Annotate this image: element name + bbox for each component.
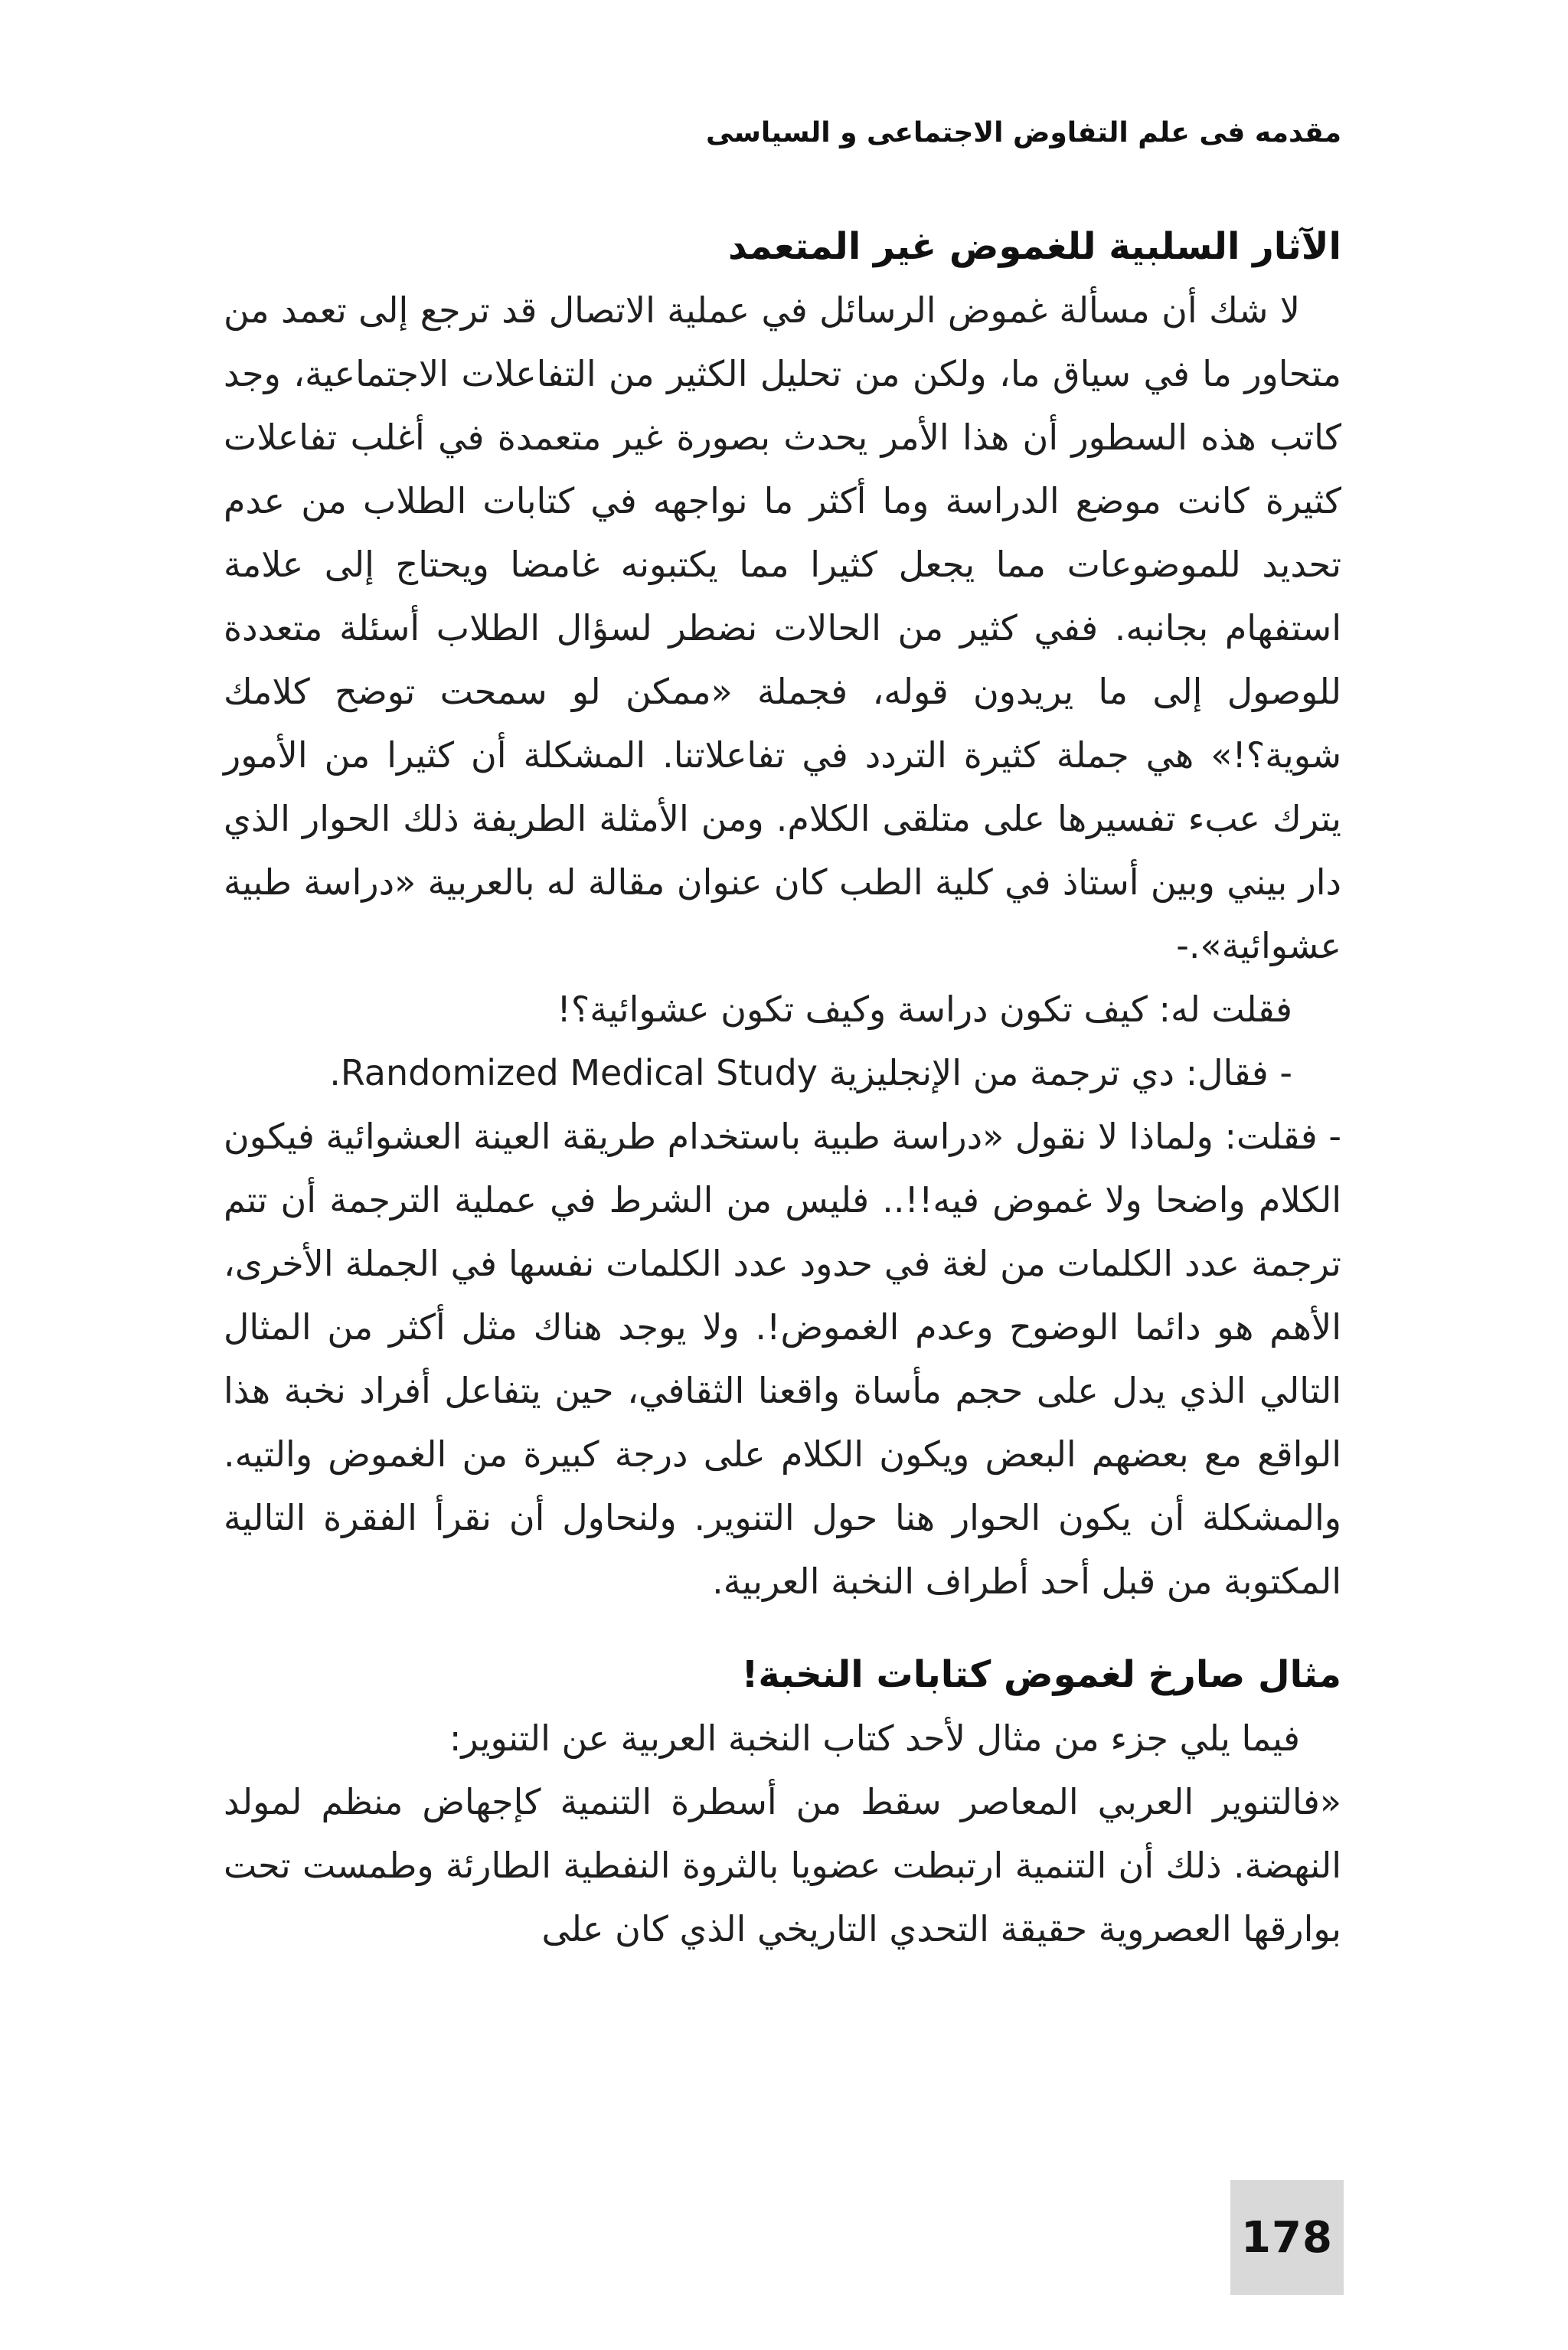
dialogue-line-question: فقلت له: كيف تكون دراسة وكيف تكون عشوائية؟! [557,989,1292,1030]
page-body [224,214,1341,1961]
section-heading-negative-effects: الآثار السلبية للغموض غير المتعمد [728,225,1341,268]
paragraph-translation-clarity: - فقلت: ولماذا لا نقول «دراسة طبية باستخدام طريقة العينة العشوائية فيكون الكلام واضحا ولا غموض فيه!!.. فليس من الشرط في عملية الترجمة أن تتم ترجمة عدد الكلمات من لغة في حدود عدد الكلمات نفسها في الجملة الأخرى، الأهم هو دائما الوضوح وعدم الغموض!. ولا يوجد هناك مثل أكثر من المثال التالي الذي يدل على حجم مأساة واقعنا الثقافي، حين يتفاعل أفراد نخبة هذا الواقع مع بعضهم البعض ويكون الكلام على درجة كبيرة من الغموض والتيه. والمشكلة أن يكون الحوار هنا حول التنوير. ولنحاول أن نقرأ الفقرة التالية المكتوبة من قبل أحد أطراف النخبة العربية. [224,1116,1341,1602]
page-number-box [1230,2180,1344,2295]
dialogue-line-answer: - فقال: دي ترجمة من الإنجليزية Randomized Medical Study. [329,1052,1292,1093]
paragraph-example-intro: فيما يلي جزء من مثال لأحد كتاب النخبة العربية عن التنوير: [449,1718,1300,1759]
page-number: 178 [1241,2212,1333,2263]
section-heading-elite-example: مثال صارخ لغموض كتابات النخبة! [741,1653,1341,1696]
paragraph-ambiguity-discussion: لا شك أن مسألة غموض الرسائل في عملية الاتصال قد ترجع إلى تعمد من متحاور ما في سياق ما، ولكن من تحليل الكثير من التفاعلات الاجتماعية، وجد كاتب هذه السطور أن هذا الأمر يحدث بصورة غير متعمدة في أغلب تفاعلات كثيرة كانت موضع الدراسة وما أكثر ما نواجهه في كتابات الطلاب من عدم تحديد للموضوعات مما يجعل كثيرا مما يكتبونه غامضا ويحتاج إلى علامة استفهام بجانبه. ففي كثير من الحالات نضطر لسؤال الطلاب أسئلة متعددة للوصول إلى ما يريدون قوله، فجملة «ممكن لو سمحت توضح كلامك شوية؟!» هي جملة كثيرة التردد في تفاعلاتنا. المشكلة أن كثيرا من الأمور يترك عبء تفسيرها على متلقى الكلام. ومن الأمثلة الطريفة ذلك الحوار الذي دار بيني وبين أستاذ في كلية الطب كان عنوان مقالة له بالعربية «دراسة طبية عشوائية».- [224,289,1341,966]
paragraph-quoted-elite-text: «فالتنوير العربي المعاصر سقط من أسطرة التنمية كإجهاض منظم لمولد النهضة. ذلك أن التنمية ارتبطت عضويا بالثروة النفطية الطارئة وطمست تحت بوارقها العصروية حقيقة التحدي التاريخي الذي كان على [224,1781,1341,1950]
running-header: مقدمه فى علم التفاوض الاجتماعى و السياسى [706,117,1341,149]
